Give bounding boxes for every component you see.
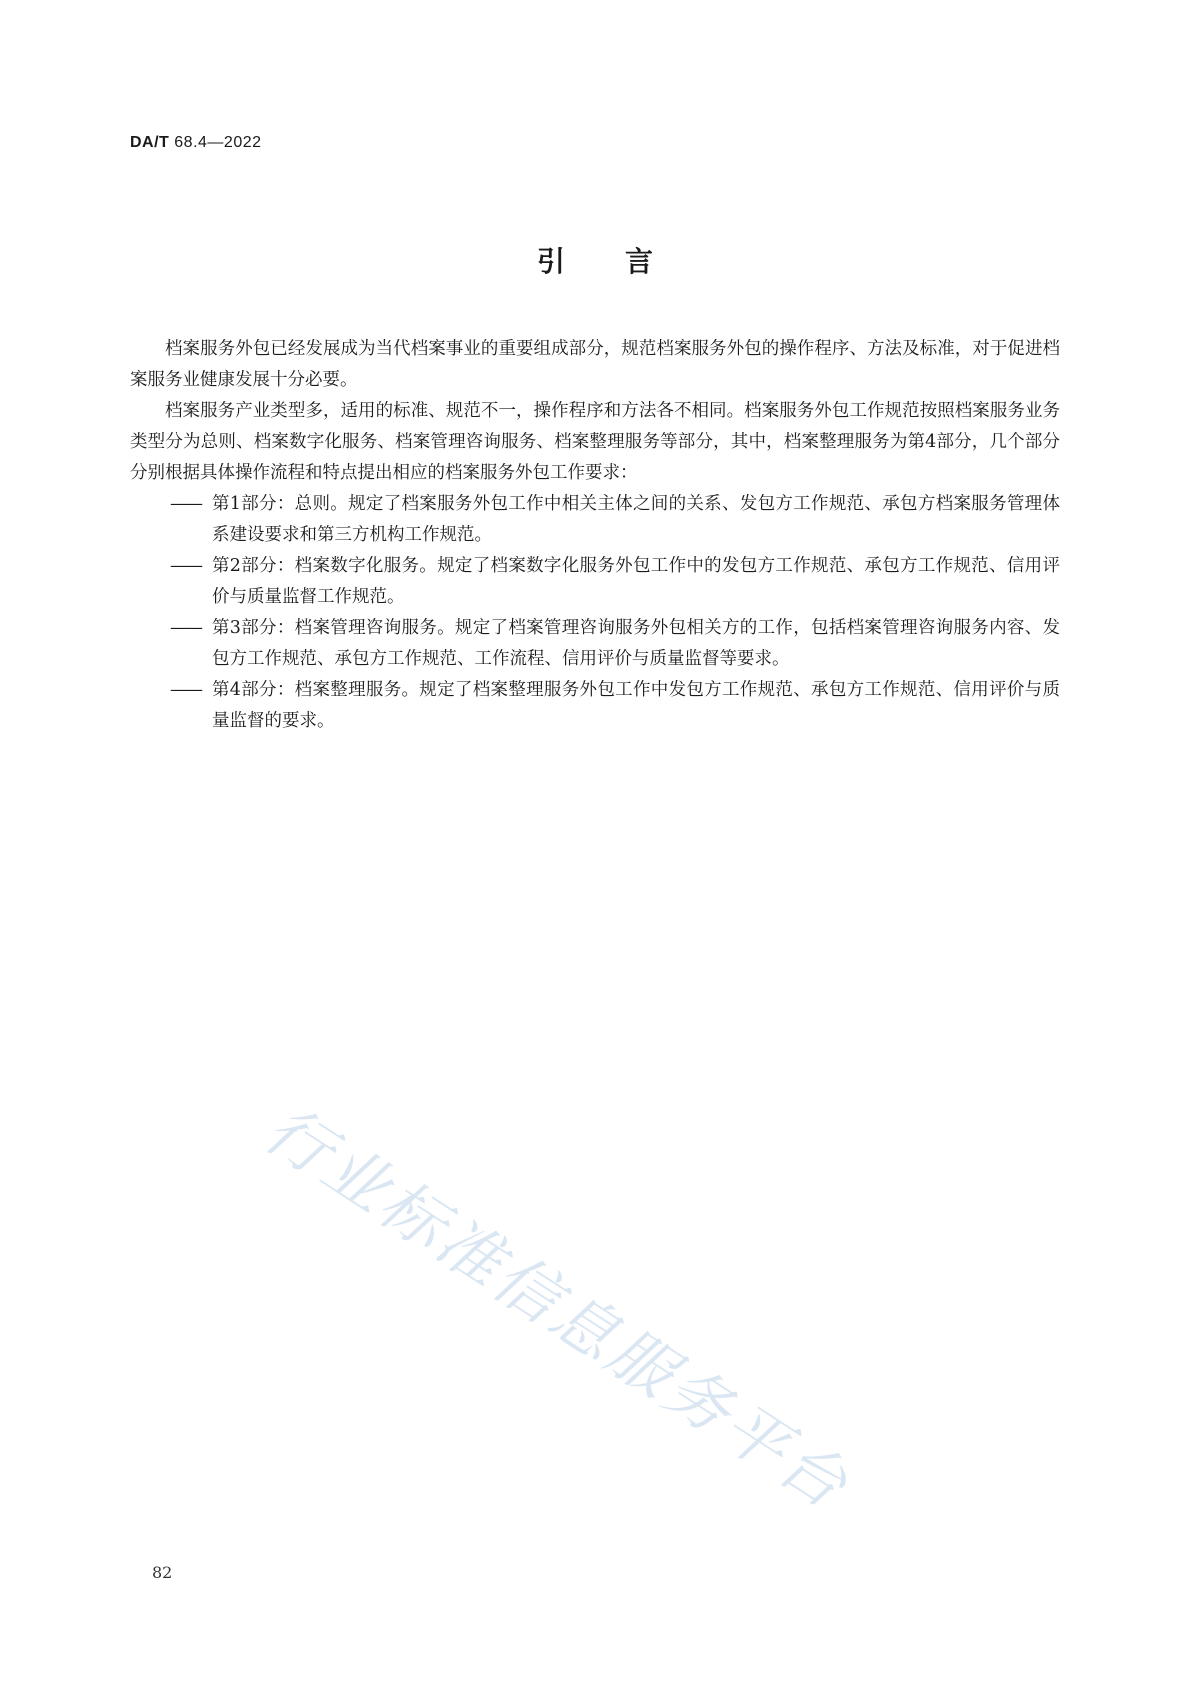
list-item-part-3 [130,613,1060,675]
document-code-number: 68.4—2022 [174,134,262,151]
intro-paragraph-1: 档案服务外包已经发展成为当代档案事业的重要组成部分，规范档案服务外包的操作程序、方法及标准，对于促进档案服务业健康发展十分必要。 [130,339,1060,390]
list-item-part-2 [130,551,1060,613]
list-item-part-4 [130,675,1060,737]
page-title: 引言 [536,245,713,278]
list-item-text: 第1部分：总则。规定了档案服务外包工作中相关主体之间的关系、发包方工作规范、承包方档案服务管理体系建设要求和第三方机构工作规范。 [212,494,1060,545]
list-dash: —— [170,494,201,514]
list-dash: —— [170,618,201,638]
intro-paragraph-2: 档案服务产业类型多，适用的标准、规范不一，操作程序和方法各不相同。档案服务外包工作规范按照档案服务业务类型分为总则、档案数字化服务、档案管理咨询服务、档案整理服务等部分，其中，档案整理服务为第4部分，几个部分分别根据具体操作流程和特点提出相应的档案服务外包工作要求： [130,401,1060,483]
list-dash: —— [170,556,201,576]
document-code-prefix: DA/T [130,134,170,151]
list-item-text: 第2部分：档案数字化服务。规定了档案数字化服务外包工作中的发包方工作规范、承包方工作规范、信用评价与质量监督工作规范。 [212,556,1060,607]
page-number: 82 [152,1563,173,1582]
list-dash: —— [170,680,201,700]
document-code [130,134,262,152]
list-item-part-1 [130,489,1060,551]
watermark: 行业标准信息服务平台 [251,1092,863,1525]
list-item-text: 第3部分：档案管理咨询服务。规定了档案管理咨询服务外包相关方的工作，包括档案管理咨询服务内容、发包方工作规范、承包方工作规范、工作流程、信用评价与质量监督等要求。 [212,618,1060,669]
document-body [130,334,1060,737]
list-item-text: 第4部分：档案整理服务。规定了档案整理服务外包工作中发包方工作规范、承包方工作规范、信用评价与质量监督的要求。 [212,680,1060,731]
